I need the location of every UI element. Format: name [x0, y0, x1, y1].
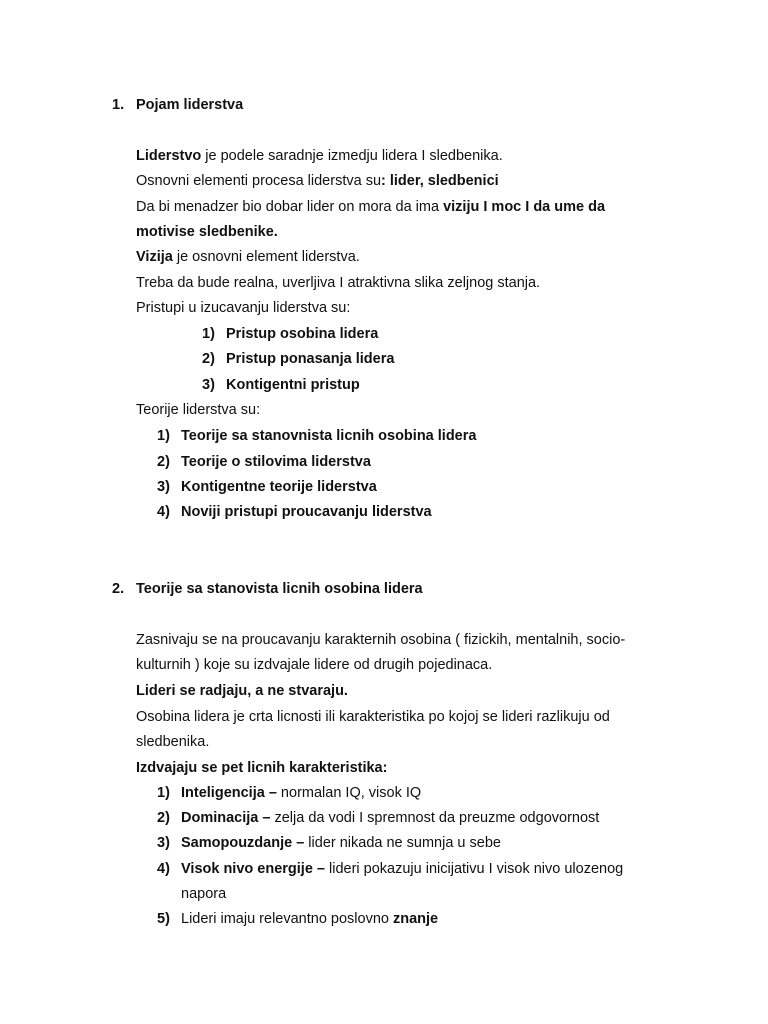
- paragraph-izdvajaju: Izdvajaju se pet licnih karakteristika:: [136, 760, 388, 776]
- list-text: Teorije o stilovima liderstva: [181, 454, 371, 470]
- trait-description: lider nikada ne sumnja u sebe: [304, 835, 501, 851]
- trait-name: Inteligencija –: [181, 785, 277, 801]
- section-1-heading: [112, 96, 243, 114]
- list-text: Pristup ponasanja lidera: [226, 351, 395, 367]
- paragraph-text: Da bi menadzer bio dobar lider on mora da ima: [136, 199, 444, 215]
- trait-description: lideri pokazuju inicijativu I visok nivo ulozenog: [325, 861, 624, 877]
- trait-name: Dominacija –: [181, 810, 271, 826]
- term-vizija: Vizija: [136, 249, 173, 265]
- list-number: 5): [157, 911, 170, 927]
- paragraph-lideri-se-radjaju: Lideri se radjaju, a ne stvaraju.: [136, 683, 348, 699]
- list-item: [157, 427, 476, 445]
- paragraph-zasnivaju: Zasnivaju se na proucavanju karakternih osobina ( fizickih, mentalnih, socio-: [136, 632, 626, 648]
- section-2-heading: [112, 580, 423, 598]
- paragraph-osobina-lidera-cont: sledbenika.: [136, 734, 210, 750]
- list-number: 2): [157, 454, 170, 470]
- trait-name: Visok nivo energije –: [181, 861, 325, 877]
- list-number: 3): [202, 377, 215, 393]
- paragraph-treba: Treba da bude realna, uverljiva I atraktivna slika zeljnog stanja.: [136, 275, 541, 291]
- trait-description: Lideri imaju relevantno poslovno: [181, 911, 393, 927]
- section-1-number: 1.: [112, 97, 125, 113]
- paragraph-text: je osnovni element liderstva.: [172, 249, 360, 265]
- list-item: [157, 453, 371, 471]
- paragraph-zasnivaju-cont: kulturnih ) koje su izdvajale lidere od drugih pojedinaca.: [136, 657, 493, 673]
- list-number: 2): [202, 351, 215, 367]
- list-item: [202, 350, 394, 368]
- term-liderstvo: Liderstvo: [136, 148, 202, 164]
- list-item: [157, 860, 623, 878]
- list-number: 4): [157, 504, 170, 520]
- list-text: Pristup osobina lidera: [226, 326, 379, 342]
- paragraph-menadzer-cont: motivise sledbenike.: [136, 224, 278, 240]
- list-number: 3): [157, 835, 170, 851]
- list-text: Kontigentni pristup: [226, 377, 360, 393]
- list-text: Teorije sa stanovnista licnih osobina lidera: [181, 428, 477, 444]
- list-item: [157, 478, 377, 496]
- paragraph-text: Osnovni elementi procesa liderstva su: [136, 173, 382, 189]
- list-number: 2): [157, 810, 170, 826]
- list-item: [202, 325, 378, 343]
- paragraph-vizija: [136, 248, 360, 266]
- paragraph-menadzer: [136, 198, 605, 216]
- section-2-title: Teorije sa stanovista licnih osobina lidera: [136, 581, 423, 597]
- section-2-number: 2.: [112, 581, 125, 597]
- paragraph-pristupi: Pristupi u izucavanju liderstva su:: [136, 300, 351, 316]
- list-item: [157, 784, 421, 802]
- bold-text: znanje: [393, 911, 439, 927]
- list-item: [157, 834, 501, 852]
- bold-text: viziju I moc I da ume da: [443, 199, 606, 215]
- list-text: Noviji pristupi proucavanju liderstva: [181, 504, 432, 520]
- trait-description: zelja da vodi I spremnost da preuzme odgovornost: [270, 810, 600, 826]
- paragraph-liderstvo: [136, 147, 503, 165]
- list-number: 4): [157, 861, 170, 877]
- trait-description: normalan IQ, visok IQ: [276, 785, 422, 801]
- paragraph-teorije: Teorije liderstva su:: [136, 402, 261, 418]
- trait-name: Samopouzdanje –: [181, 835, 305, 851]
- list-number: 3): [157, 479, 170, 495]
- list-item-cont: napora: [181, 886, 227, 902]
- list-item: [157, 809, 599, 827]
- paragraph-osobina-lidera: Osobina lidera je crta licnosti ili karakteristika po kojoj se lideri razlikuju od: [136, 709, 610, 725]
- list-item: [157, 503, 432, 521]
- paragraph-osnovni-elementi: [136, 172, 499, 190]
- list-text: Kontigentne teorije liderstva: [181, 479, 377, 495]
- list-item: [202, 376, 360, 394]
- list-number: 1): [202, 326, 215, 342]
- list-item: [157, 910, 438, 928]
- list-number: 1): [157, 785, 170, 801]
- section-1-title: Pojam liderstva: [136, 97, 244, 113]
- bold-text: : lider, sledbenici: [381, 173, 499, 189]
- list-number: 1): [157, 428, 170, 444]
- paragraph-text: je podele saradnje izmedju lidera I sledbenika.: [201, 148, 503, 164]
